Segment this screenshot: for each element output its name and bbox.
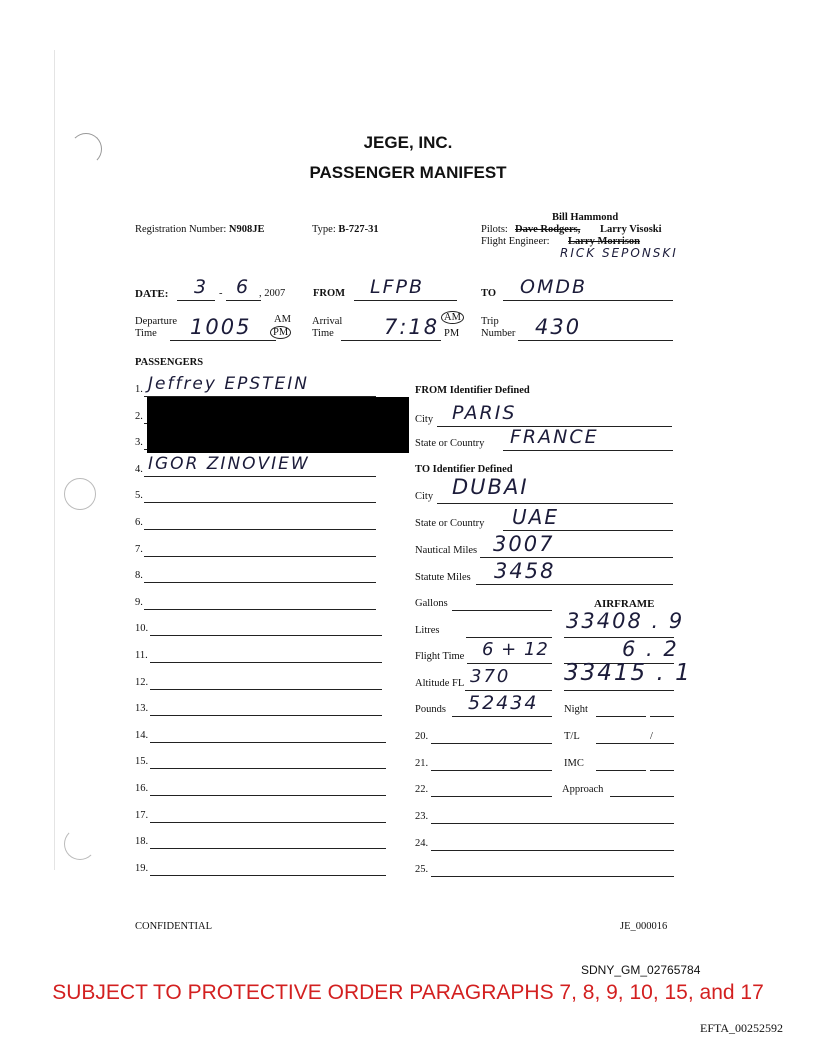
- passenger-name: Jeffrey EPSTEIN: [148, 374, 309, 394]
- passenger-number: 13.: [135, 703, 149, 714]
- departure-value: 1005: [190, 315, 252, 339]
- bates-efta: EFTA_00252592: [700, 1021, 784, 1035]
- departure-am: AM: [274, 314, 291, 325]
- passenger-number: 1.: [135, 384, 143, 395]
- passenger-number: 15.: [135, 756, 149, 767]
- airframe-value-3: 33415 . 1: [564, 660, 692, 686]
- passenger-number: 10.: [135, 623, 149, 634]
- document-title: PASSENGER MANIFEST: [309, 163, 507, 182]
- to-value: OMDB: [520, 276, 588, 298]
- airframe-heading: AIRFRAME: [594, 598, 655, 610]
- pounds-value: 52434: [468, 692, 539, 714]
- pilots-label: Pilots:: [481, 224, 508, 235]
- passenger-name: IGOR ZINOVIEW: [148, 454, 310, 474]
- passenger-number: 5.: [135, 490, 143, 501]
- date-month: 3: [194, 276, 209, 298]
- registration-value: N908JE: [228, 224, 265, 235]
- tl-separator: /: [650, 731, 653, 742]
- trip-value: 430: [535, 315, 582, 339]
- airframe-value-1: 33408 . 9: [566, 609, 685, 633]
- company-name: JEGE, INC.: [363, 133, 453, 152]
- passenger-number: 4.: [135, 464, 143, 475]
- type-label: Type: B-727-31: [312, 224, 379, 235]
- passenger-number: 7.: [135, 544, 143, 555]
- altitude-value: 370: [470, 666, 511, 687]
- pilot-struck: Dave Rodgers,: [515, 224, 581, 235]
- binder-hole-middle: [64, 478, 96, 510]
- litres-label: Litres: [415, 625, 440, 636]
- row-20-number: 20.: [415, 731, 429, 742]
- imc-label: IMC: [564, 758, 584, 769]
- arrival-value: 7:18: [384, 315, 440, 339]
- airframe-value-2: 6 . 2: [622, 637, 679, 661]
- row-22-number: 22.: [415, 784, 429, 795]
- engineer-handwritten: RICK SEPONSKI: [560, 246, 678, 260]
- binder-hole-bottom: [64, 828, 96, 860]
- from-value: LFPB: [370, 276, 425, 298]
- passenger-number: 14.: [135, 730, 149, 741]
- to-city-label: City: [415, 491, 434, 502]
- passenger-number: 9.: [135, 597, 143, 608]
- flight-time-value: 6 + 12: [482, 639, 549, 660]
- redaction-block: [147, 397, 409, 453]
- gallons-label: Gallons: [415, 598, 448, 609]
- arrival-pm: PM: [444, 328, 460, 339]
- trip-number-label: Number: [481, 328, 516, 339]
- flight-time-label: Flight Time: [415, 651, 465, 662]
- to-city-value: DUBAI: [452, 475, 529, 499]
- statute-miles-value: 3458: [494, 559, 556, 583]
- row-25-number: 25.: [415, 864, 429, 875]
- night-label: Night: [564, 704, 588, 715]
- arrival-label: Arrival: [312, 316, 343, 327]
- to-state-value: UAE: [512, 505, 559, 529]
- from-state-label: State or Country: [415, 438, 485, 449]
- passenger-number: 6.: [135, 517, 143, 528]
- passenger-number: 19.: [135, 863, 149, 874]
- passenger-number: 17.: [135, 810, 149, 821]
- approach-label: Approach: [562, 784, 604, 795]
- departure-time-label: Time: [135, 328, 157, 339]
- engineer-struck: Larry Morrison: [568, 236, 641, 247]
- type-value: B-727-31: [338, 224, 379, 235]
- altitude-label: Altitude FL: [415, 678, 465, 689]
- date-year: , 2007: [259, 288, 286, 299]
- tl-label: T/L: [564, 731, 580, 742]
- departure-pm: PM: [270, 326, 291, 339]
- pilot-2: Larry Visoski: [600, 224, 662, 235]
- bates-je-id: JE_000016: [620, 921, 668, 932]
- date-day: 6: [236, 276, 251, 298]
- to-identifier-heading: TO Identifier Defined: [415, 464, 513, 475]
- pilot-added: Bill Hammond: [552, 212, 619, 223]
- passenger-number: 8.: [135, 570, 143, 581]
- engineer-label: Flight Engineer:: [481, 236, 550, 247]
- departure-label: Departure: [135, 316, 177, 327]
- passengers-heading: PASSENGERS: [135, 357, 204, 368]
- trip-label: Trip: [481, 316, 499, 327]
- from-state-value: FRANCE: [510, 426, 599, 448]
- to-label: TO: [481, 288, 496, 299]
- from-city-label: City: [415, 414, 434, 425]
- row-23-number: 23.: [415, 811, 429, 822]
- from-label: FROM: [313, 288, 346, 299]
- from-identifier-heading: FROM Identifier Defined: [415, 385, 530, 396]
- passenger-number: 18.: [135, 836, 149, 847]
- protective-order-notice: SUBJECT TO PROTECTIVE ORDER PARAGRAPHS 7, 8, 9, 10, 15, and 17: [52, 981, 764, 1004]
- nautical-miles-label: Nautical Miles: [415, 545, 478, 556]
- bates-sdny: SDNY_GM_02765784: [581, 963, 701, 977]
- arrival-am: AM: [441, 311, 464, 324]
- passenger-number: 2.: [135, 411, 143, 422]
- confidential-label: CONFIDENTIAL: [135, 921, 212, 932]
- arrival-time-label: Time: [312, 328, 334, 339]
- date-dash: -: [219, 288, 223, 299]
- pounds-label: Pounds: [415, 704, 446, 715]
- row-24-number: 24.: [415, 838, 429, 849]
- registration-label: Registration Number: N908JE: [135, 224, 265, 235]
- from-city-value: PARIS: [452, 402, 517, 424]
- to-state-label: State or Country: [415, 518, 485, 529]
- passenger-number: 16.: [135, 783, 149, 794]
- date-label: DATE:: [135, 288, 169, 300]
- row-21-number: 21.: [415, 758, 429, 769]
- passenger-number: 11.: [135, 650, 148, 661]
- nautical-miles-value: 3007: [493, 532, 555, 556]
- passenger-number: 12.: [135, 677, 149, 688]
- statute-miles-label: Statute Miles: [415, 572, 471, 583]
- passenger-number: 3.: [135, 437, 143, 448]
